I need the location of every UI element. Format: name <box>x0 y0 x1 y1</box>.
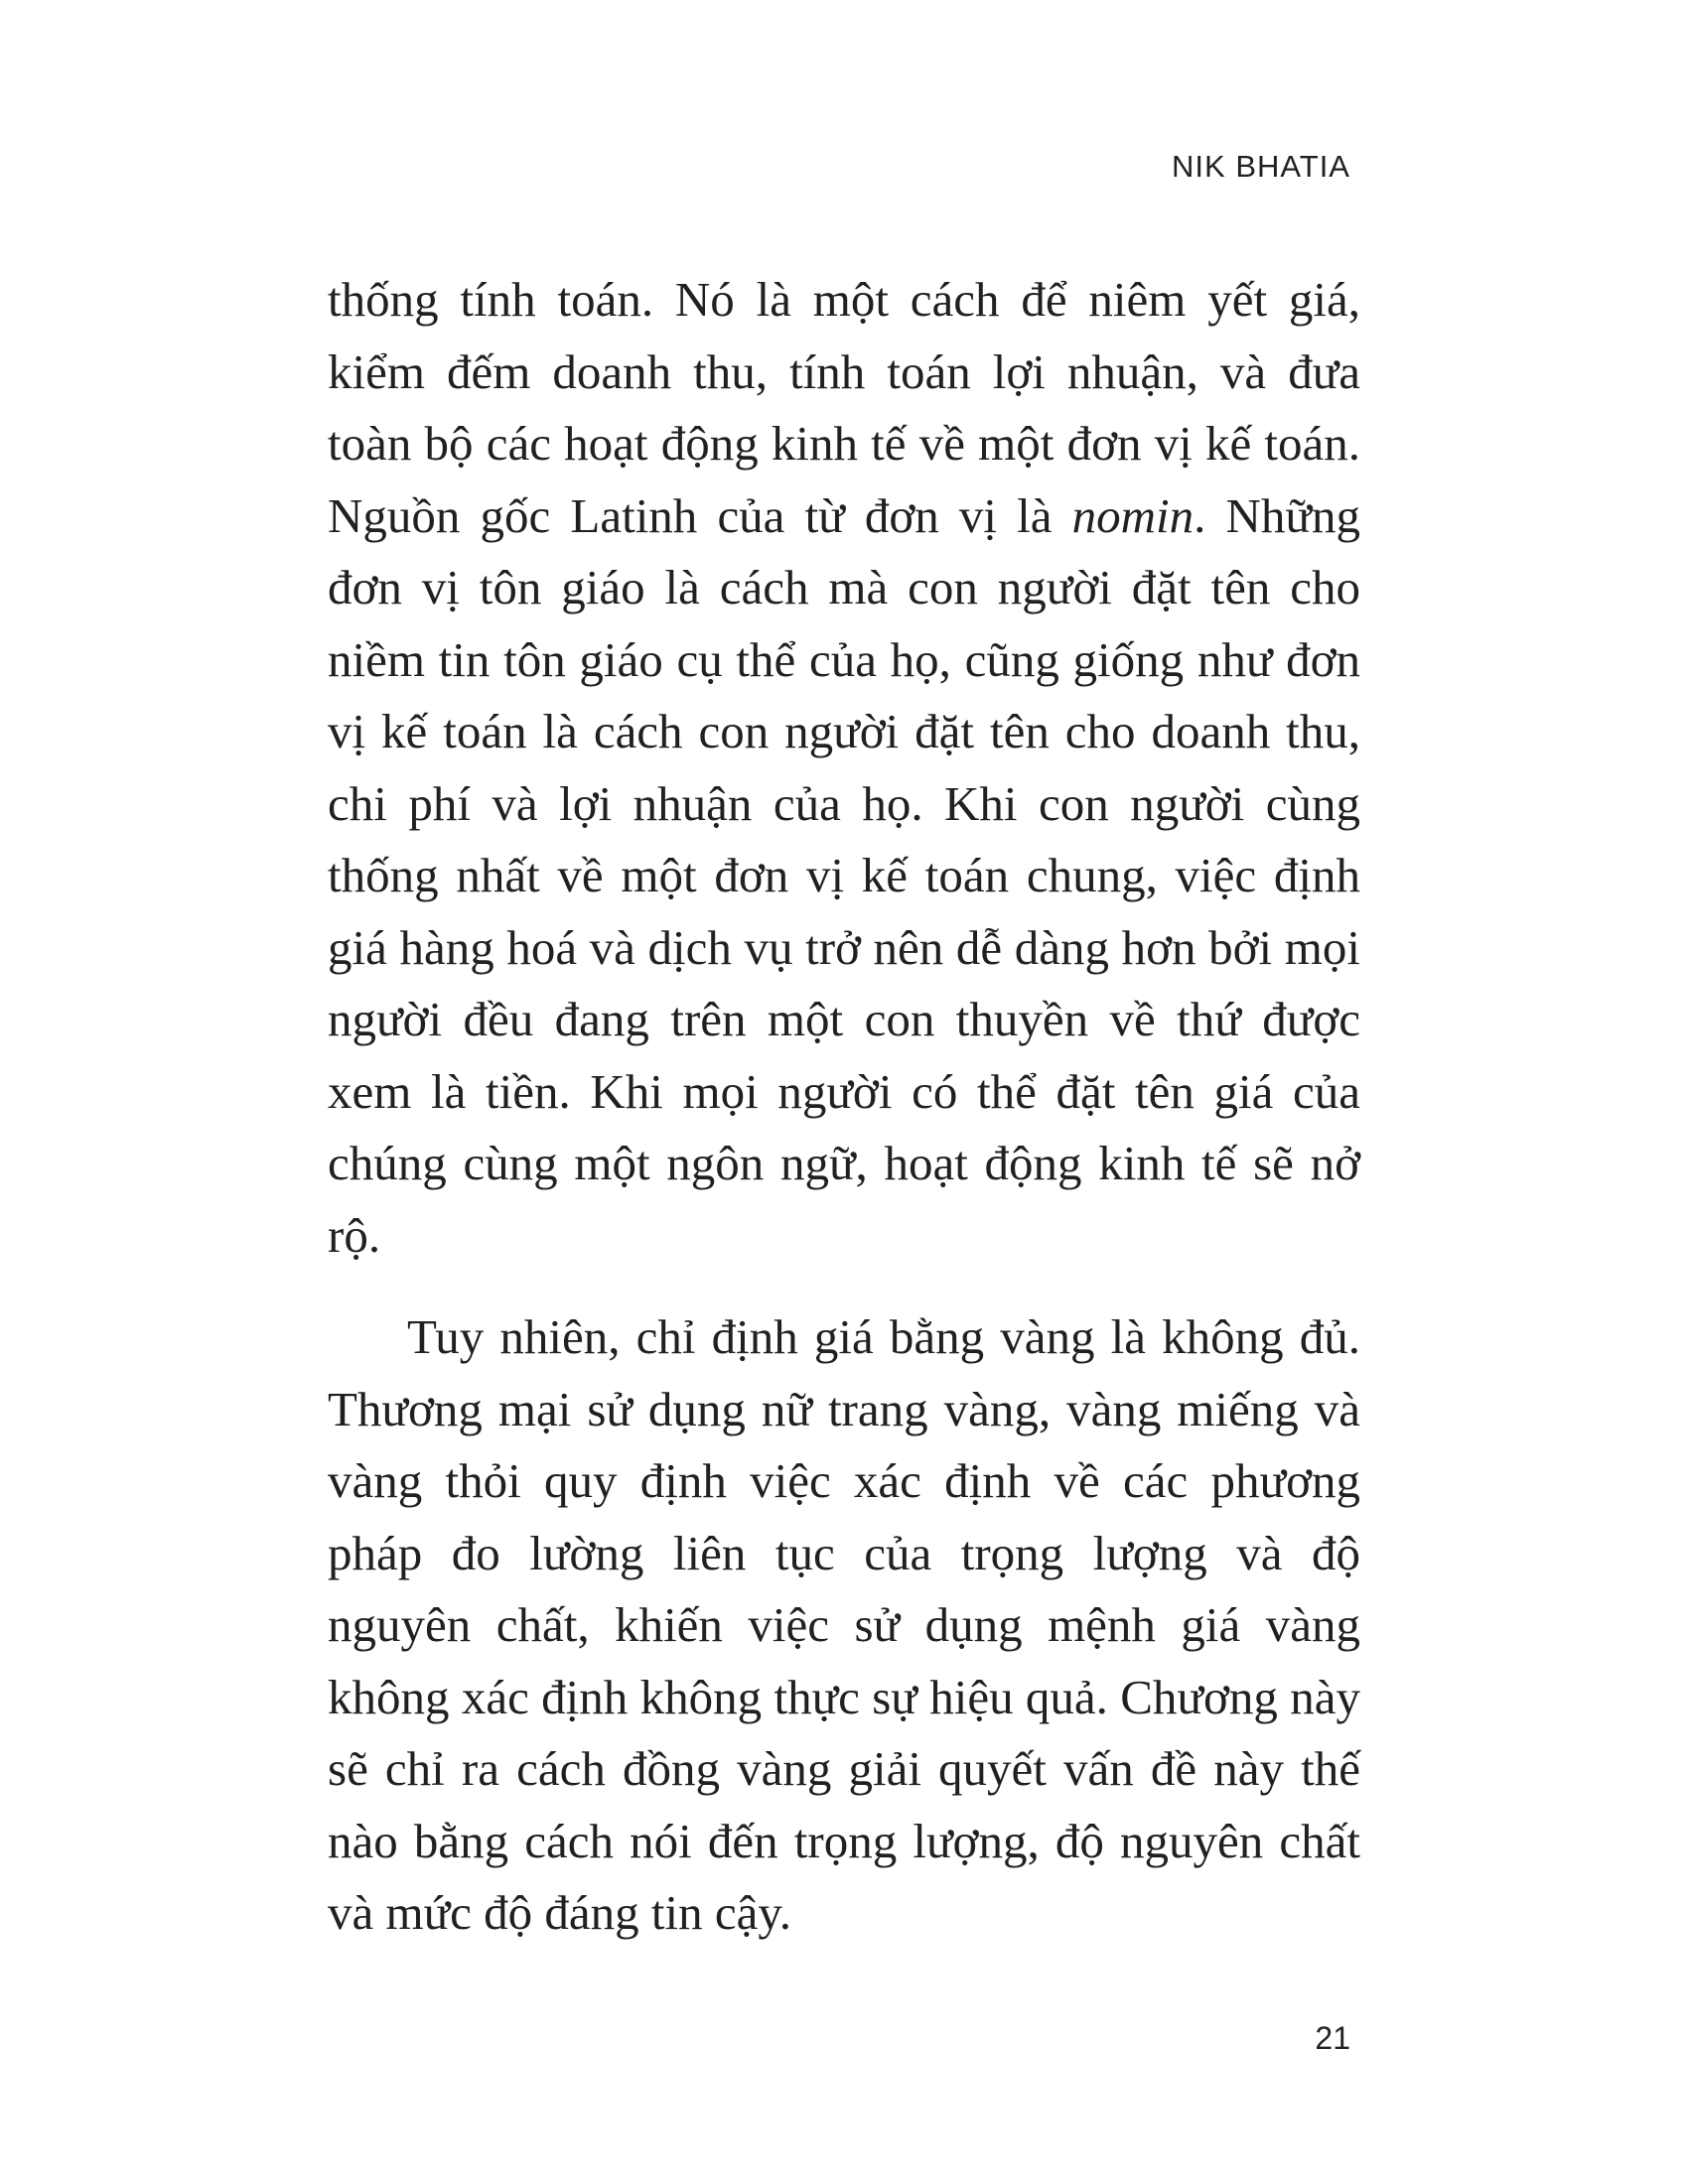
paragraph-1-text-end: . Những đơn vị tôn giáo là cách mà con người đặt tên cho niềm tin tôn giáo cụ thể của họ, cũng giống như đơn vị kế toán là cách con người đặt tên cho doanh thu, chi phí và lợi nhuận của họ. Khi con người cùng thống nhất về một đơn vị kế toán chung, việc định giá hàng hoá và dịch vụ trở nên dễ dàng hơn bởi mọi người đều đang trên một con thuyền về thứ được xem là tiền. Khi mọi người có thể đặt tên giá của chúng cùng một ngôn ngữ, hoạt động kinh tế sẽ nở rộ. <box>328 487 1360 1263</box>
page-number: 21 <box>1315 2020 1350 2056</box>
running-header: NIK BHATIA <box>1172 149 1350 184</box>
paragraph-1 <box>328 264 1360 1272</box>
paragraph-2: Tuy nhiên, chỉ định giá bằng vàng là không đủ. Thương mại sử dụng nữ trang vàng, vàng miếng và vàng thỏi quy định việc xác định về các phương pháp đo lường liên tục của trọng lượng và độ nguyên chất, khiến việc sử dụng mệnh giá vàng không xác định không thực sự hiệu quả. Chương này sẽ chỉ ra cách đồng vàng giải quyết vấn đề này thế nào bằng cách nói đến trọng lượng, độ nguyên chất và mức độ đáng tin cậy. <box>328 1309 1360 1940</box>
paragraph-1-text-start: thống tính toán. Nó là một cách để niêm yết giá, kiểm đếm doanh thu, tính toán lợi nhuận, và đưa toàn bộ các hoạt động kinh tế về một đơn vị kế toán. Nguồn gốc Latinh của từ đơn vị là <box>328 272 1360 543</box>
italic-term: nomin <box>1071 487 1195 543</box>
body-text <box>328 264 1360 1950</box>
